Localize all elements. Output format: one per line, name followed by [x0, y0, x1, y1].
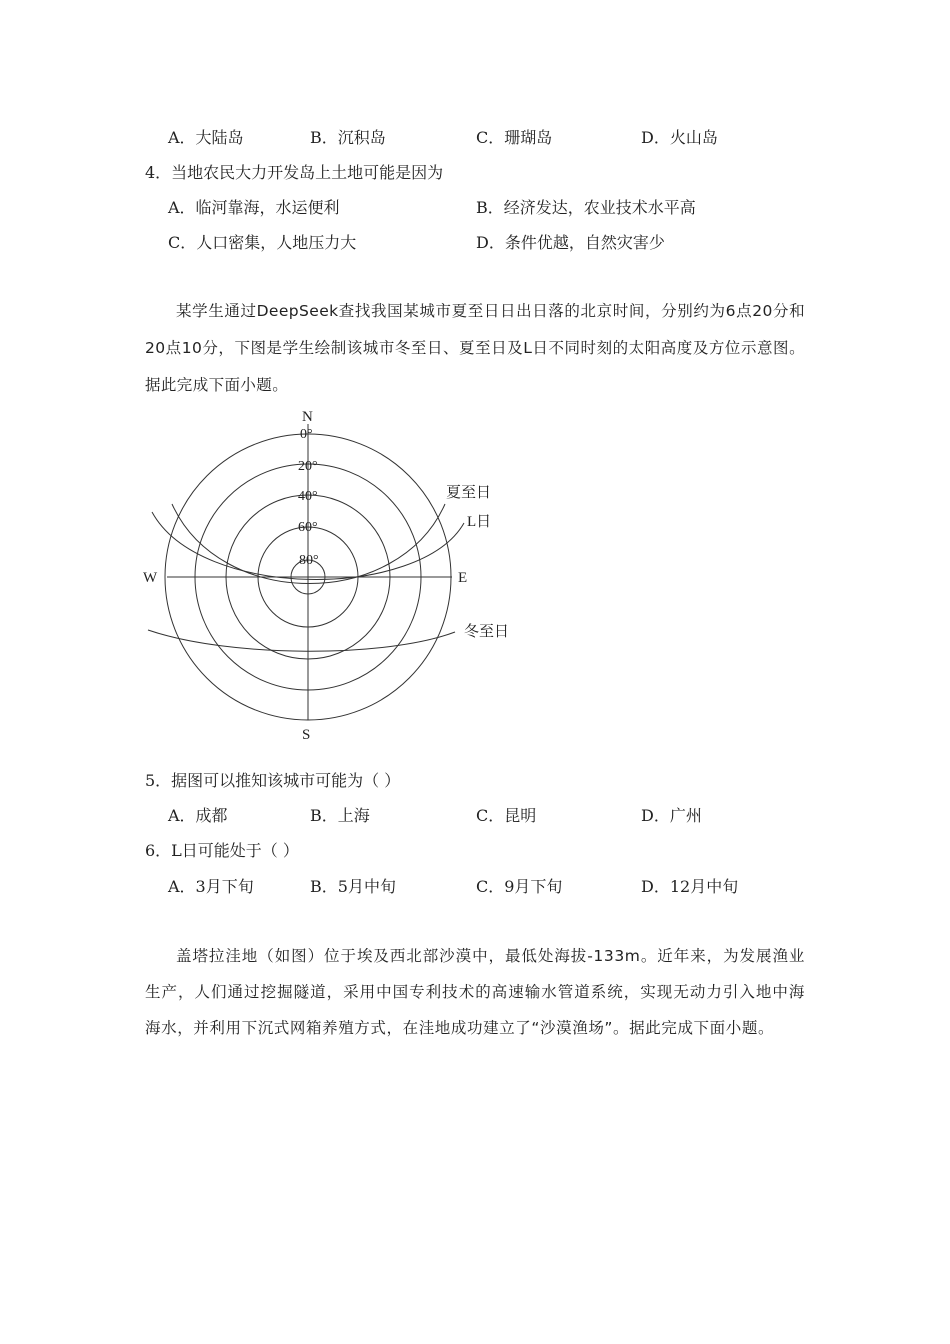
- l-day-label: L日: [467, 514, 492, 530]
- q4-option-d: D．条件优越，自然灾害少: [476, 233, 665, 252]
- winter-solstice-path: [148, 630, 455, 651]
- altitude-label-40: 40°: [298, 489, 318, 504]
- q3-option-b: B．沉积岛: [310, 128, 386, 147]
- q6-option-d: D．12月中旬: [641, 877, 739, 896]
- east-label: E: [458, 570, 468, 586]
- passage-sun-path: 某学生通过DeepSeek查找我国某城市夏至日日出日落的北京时间，分别约为6点20分和20点10分，下图是学生绘制该城市冬至日、夏至日及L日不同时刻的太阳高度及方位示意图。据此完成下面小题。: [145, 302, 805, 394]
- q4-stem: 4．当地农民大力开发岛上土地可能是因为: [145, 163, 444, 182]
- q6-option-a: A．3月下旬: [168, 877, 254, 896]
- altitude-label-0: 0°: [300, 427, 313, 442]
- passage-qattara-depression: 盖塔拉洼地（如图）位于埃及西北部沙漠中，最低处海拔-133m。近年来，为发展渔业生产，人们通过挖掘隧道，采用中国专利技术的高速输水管道系统，实现无动力引入地中海海水，并利用下沉式网箱养殖方式，在洼地成功建立了“沙漠渔场”。据此完成下面小题。: [145, 947, 805, 1037]
- west-label: W: [143, 570, 158, 586]
- sun-path-diagram: [130, 400, 530, 745]
- q5-option-a: A．成都: [168, 806, 228, 825]
- q5-option-b: B．上海: [310, 806, 370, 825]
- q5-option-d: D．广州: [641, 806, 702, 825]
- q6-option-b: B．5月中旬: [310, 877, 396, 896]
- q6-option-c: C．9月下旬: [476, 877, 563, 896]
- altitude-label-20: 20°: [298, 459, 318, 474]
- q6-stem: 6．L日可能处于（ ）: [145, 841, 299, 860]
- north-label: N: [302, 409, 313, 425]
- q4-option-c: C．人口密集，人地压力大: [168, 233, 357, 252]
- south-label: S: [302, 727, 311, 743]
- winter-solstice-label: 冬至日: [464, 624, 510, 640]
- summer-solstice-label: 夏至日: [446, 485, 492, 501]
- altitude-label-80: 80°: [299, 553, 319, 568]
- q3-option-d: D．火山岛: [641, 128, 718, 147]
- q3-option-a: A．大陆岛: [168, 128, 244, 147]
- altitude-label-60: 60°: [298, 520, 318, 535]
- q3-option-c: C．珊瑚岛: [476, 128, 553, 147]
- q4-option-b: B．经济发达，农业技术水平高: [476, 198, 696, 217]
- q5-stem: 5．据图可以推知该城市可能为（ ）: [145, 771, 401, 790]
- q5-option-c: C．昆明: [476, 806, 537, 825]
- q4-option-a: A．临河靠海，水运便利: [168, 198, 340, 217]
